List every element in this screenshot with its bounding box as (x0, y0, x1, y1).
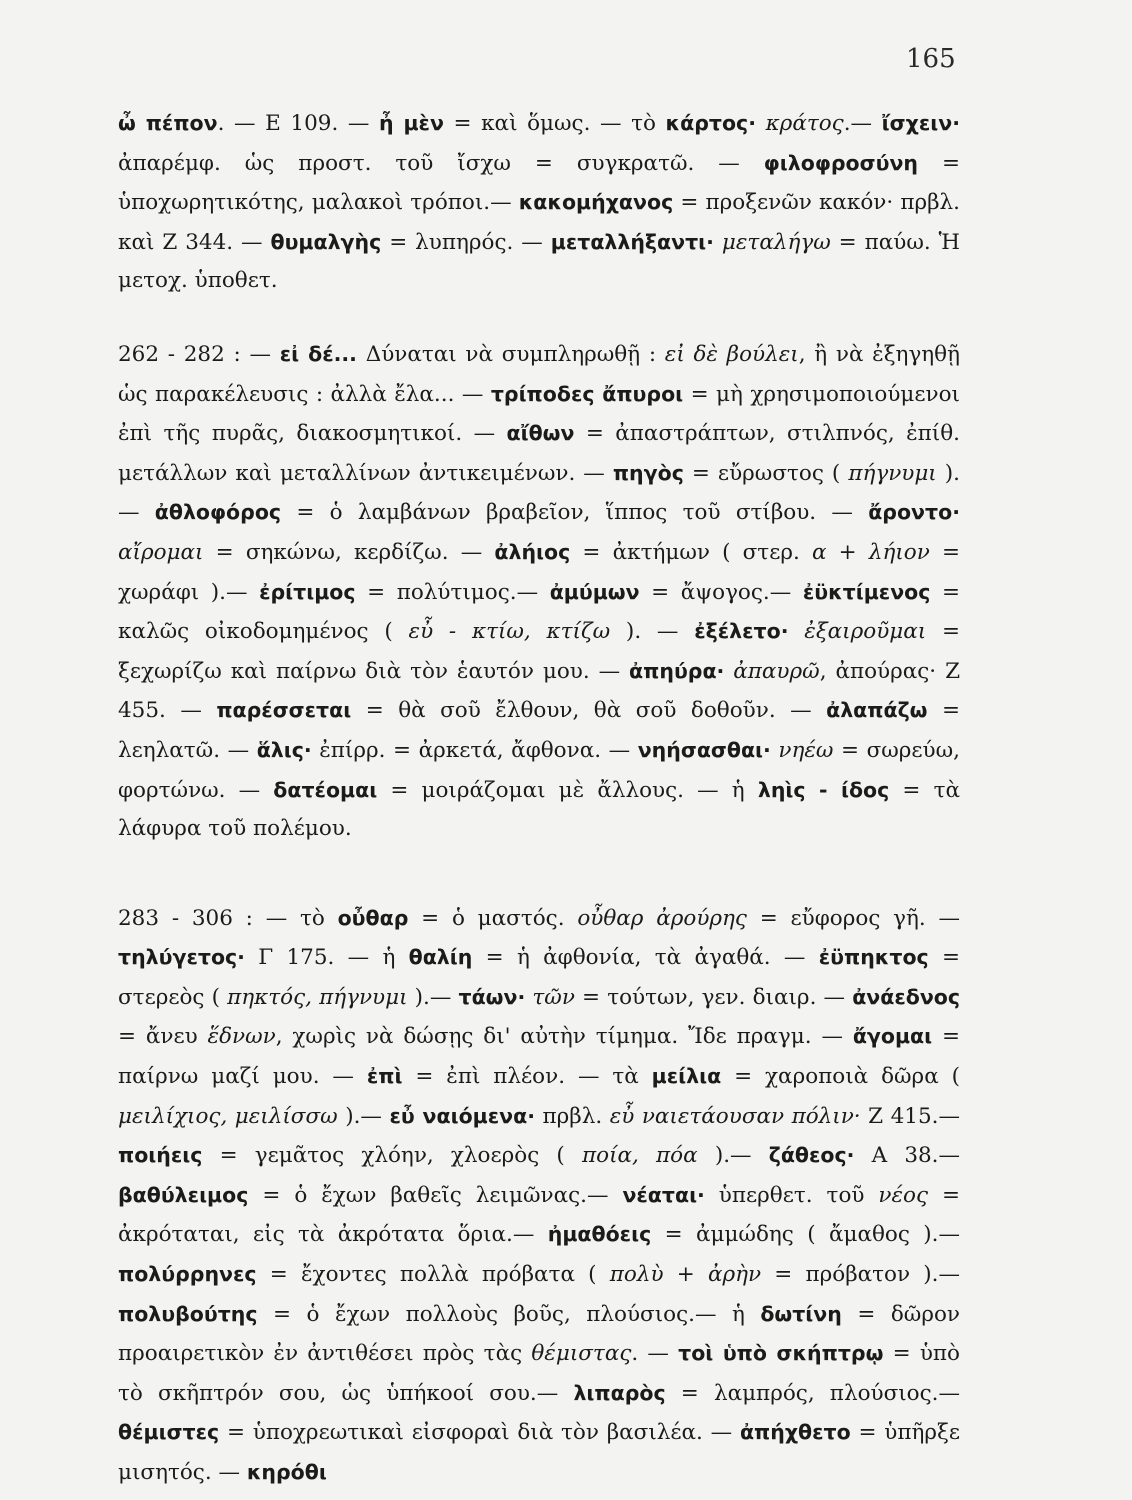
gloss-text: ).— (337, 1103, 390, 1129)
headword: νηήσασθαι· (637, 737, 771, 762)
gloss-text: = καλῶς οἰκοδομημένος ( (118, 579, 960, 645)
headword: οὖθαρ (337, 905, 409, 930)
gloss-text: = χαροποιὰ δῶρα ( (721, 1064, 961, 1090)
paragraph-block-3 (118, 899, 960, 1493)
headword: κακομήχανος (518, 190, 674, 215)
headword: εἰ δέ... (279, 341, 357, 366)
headword: ποιήεις (118, 1143, 203, 1168)
italic-citation: ἀπαυρῶ (724, 658, 820, 684)
italic-citation: θέμιστας (531, 1341, 632, 1367)
headword: ἀλαπάζω (826, 698, 928, 723)
gloss-text: = σωρεύω, φορτώνω. — (118, 737, 960, 803)
headword: ζάθεος· (768, 1143, 855, 1168)
gloss-text: 283 - 306 : — τὸ (118, 905, 338, 931)
headword: ἐϋπηκτος (818, 945, 929, 970)
gloss-text: = στερεὸς ( (118, 945, 960, 1010)
headword: κάρτος· (665, 111, 756, 135)
italic-citation: νέος (878, 1182, 929, 1208)
headword: ἐπὶ (366, 1064, 403, 1089)
headword: εὖ ναιόμενα· (389, 1103, 535, 1128)
italic-citation: πηκτός, πήγνυμι (227, 984, 408, 1010)
gloss-text: = ξεχωρίζω καὶ παίρνω διὰ τὸν ἑαυτόν μου. — (118, 619, 960, 684)
gloss-text: ). — (610, 619, 695, 645)
headword: ἀπήχθετο (739, 1420, 851, 1445)
gloss-text: = τὰ λάφυρα τοῦ πολέμου. (118, 777, 961, 842)
gloss-text: = ἄνευ (118, 1024, 208, 1050)
gloss-text: .— (843, 111, 882, 136)
gloss-text: = γεμᾶτος χλόην, χλοερὸς ( (202, 1143, 582, 1169)
gloss-text: ).— (697, 1143, 769, 1169)
headword: τρίποδες ἄπυροι (490, 381, 684, 406)
gloss-text: = τούτων, γεν. διαιρ. — (574, 984, 853, 1010)
gloss-text: = ἔχοντες πολλὰ πρόβατα ( (256, 1262, 610, 1288)
gloss-text: = εὔφορος γῆ. — (746, 905, 960, 931)
gloss-text: = πολύτιμος.— (355, 579, 550, 605)
headword: ἀμύμων (549, 579, 640, 604)
italic-citation: νηέω (770, 737, 834, 763)
headword: αἴθων (506, 421, 575, 446)
gloss-text: = ὑπὸ τὸ σκῆπτρόν σου, ὡς ὑπήκοοί σου.— (118, 1341, 960, 1406)
gloss-text: = ἀμμώδης ( ἄμαθος ).— (651, 1222, 960, 1248)
gloss-text: = λυπηρός. — (381, 229, 551, 255)
gloss-text: = λαμπρός, πλούσιος.— (665, 1380, 961, 1406)
italic-citation: εἰ δὲ βούλει (664, 341, 799, 367)
gloss-text: = ἐπὶ πλέον. — τὰ (402, 1064, 652, 1090)
headword: ληὶς - ίδος (757, 777, 890, 802)
headword: ἐξέλετο· (694, 619, 789, 644)
italic-citation: τῶν (525, 984, 575, 1010)
headword: νέαται· (622, 1182, 705, 1207)
gloss-text: , ἢ νὰ ἐξηγηθῇ ὡς παρακέλευσις : ἀλλὰ ἔλα... — (118, 341, 960, 407)
gloss-text: = ἄψογος.— (639, 579, 803, 605)
headword: ὦ πέπον (118, 111, 218, 135)
headword: ἀθλοφόρος (154, 500, 282, 525)
gloss-text: = ὑποχρεωτικαὶ εἰσφοραὶ διὰ τὸν βασιλέα. — (219, 1420, 740, 1446)
gloss-text: Γ 175. — ἡ (244, 945, 409, 971)
headword: ἀνάεδνος (852, 984, 961, 1009)
commentary-text (118, 104, 960, 1493)
gloss-text: = παύω. Ἡ μετοχ. ὑποθετ. (118, 229, 960, 294)
headword: λιπαρὸς (573, 1380, 666, 1405)
gloss-text: 262 - 282 : — (118, 341, 280, 367)
italic-citation: αἴρομαι (118, 539, 204, 565)
headword: τάων· (458, 984, 526, 1009)
headword: τοὶ ὑπὸ σκήπτρῳ (678, 1341, 884, 1366)
italic-citation: εὖ ναιετάουσαν πόλιν· (609, 1103, 861, 1129)
headword: πολύρρηνες (118, 1262, 257, 1287)
gloss-text: = λεηλατῶ. — (118, 698, 960, 763)
gloss-text: Ζ 415.— (860, 1103, 960, 1129)
headword: θέμιστες (118, 1420, 220, 1445)
headword: φιλοφροσύνη (763, 150, 919, 175)
gloss-text: = ὁ ἔχων βαθεῖς λειμῶνας.— (248, 1182, 623, 1208)
headword: πηγὸς (612, 460, 684, 485)
italic-citation: κράτος (755, 111, 844, 136)
gloss-text: = ἀκτήμων ( στερ. (570, 539, 812, 565)
gloss-text: . — Ε 109. — (217, 111, 379, 136)
gloss-text: = μοιράζομαι μὲ ἄλλους. — ἡ (377, 777, 758, 803)
headword: ἄγομαι (852, 1024, 933, 1049)
headword: ἐϋκτίμενος (802, 579, 931, 604)
headword: κηρόθι (246, 1460, 327, 1484)
gloss-text: = ὁ ἔχων πολλοὺς βοῦς, πλούσιος.— ἡ (257, 1301, 761, 1327)
italic-citation: εὖ - κτίω, κτίζω (408, 619, 611, 645)
headword: ἦ μὲν (378, 111, 444, 135)
italic-citation: ποία, πόα (582, 1143, 698, 1169)
headword: πολυβούτης (118, 1301, 258, 1326)
paragraph-block-1 (118, 104, 960, 301)
gloss-text: = παίρνω μαζί μου. — (118, 1024, 960, 1090)
gloss-text: . — (631, 1341, 679, 1367)
gloss-text: = ὑποχωρητικότης, μαλακοὶ τρόποι.— (118, 150, 960, 216)
headword: ἀπηύρα· (629, 658, 725, 683)
gloss-text: ).— (407, 984, 459, 1010)
italic-citation: πήγνυμι (848, 460, 937, 486)
italic-citation: ἕδνων (207, 1024, 276, 1050)
headword: δατέομαι (273, 777, 378, 802)
italic-citation: πολὺ + ἀρὴν (609, 1262, 762, 1288)
gloss-text: πρβλ. (534, 1103, 610, 1129)
italic-citation: οὖθαρ ἀρούρης (577, 905, 747, 931)
gloss-text: ὑπερθετ. τοῦ (704, 1182, 879, 1208)
headword: ἅλις· (256, 737, 312, 762)
headword: μείλια (651, 1064, 722, 1089)
headword: παρέσσεται (216, 698, 352, 723)
gloss-text: = σηκώνω, κερδίζω. — (203, 539, 495, 565)
gloss-text: = εὔρωστος ( (683, 460, 849, 486)
gloss-text: = προξενῶν κακόν· πρβλ. καὶ Ζ 344. — (118, 190, 960, 255)
headword: ἐρίτιμος (259, 579, 356, 604)
headword: ἠμαθόεις (547, 1222, 652, 1247)
gloss-text: = ὁ μαστός. (408, 905, 578, 931)
paragraph-block-2 (118, 335, 960, 849)
gloss-text: = ὑπῆρξε μισητός. — (118, 1420, 960, 1485)
headword: τηλύγετος· (118, 945, 245, 970)
headword: ἄροντο· (868, 500, 960, 525)
gloss-text: = δῶρον προαιρετικὸν ἐν ἀντιθέσει πρὸς τὰς (118, 1301, 960, 1367)
italic-citation: ἐξαιροῦμαι (788, 619, 927, 645)
gloss-text: = πρόβατον ).— (761, 1262, 960, 1288)
headword: δωτίνη (760, 1301, 842, 1326)
italic-citation: α + λήιον (811, 539, 930, 565)
italic-citation: μεταλήγω (713, 229, 831, 255)
gloss-text: ). — (118, 460, 960, 526)
gloss-text: = χωράφι ).— (118, 539, 960, 605)
gloss-text: = ὁ λαμβάνων βραβεῖον, ἵππος τοῦ στίβου. — (281, 500, 869, 526)
gloss-text: , χωρὶς νὰ δώσῃς δι' αὐτὴν τίμημα. Ἴδε πραγμ. — (275, 1024, 853, 1050)
gloss-text: , ἀπούρας· Ζ 455. — (118, 658, 961, 724)
gloss-text: Α 38.— (854, 1143, 961, 1169)
headword: ἀλήιος (494, 539, 571, 564)
headword: βαθύλειμος (118, 1182, 249, 1207)
gloss-text: = ἡ ἀφθονία, τὰ ἀγαθά. — (472, 945, 819, 971)
gloss-text: Δύναται νὰ συμπληρωθῇ : (356, 341, 665, 367)
gloss-text: ἀπαρέμφ. ὡς προστ. τοῦ ἴσχω = συγκρατῶ. — (118, 150, 764, 176)
headword: ἴσχειν· (881, 111, 960, 135)
gloss-text: = καὶ ὅμως. — τὸ (443, 111, 666, 136)
gloss-text: = θὰ σοῦ ἔλθουν, θὰ σοῦ δοθοῦν. — (351, 698, 827, 724)
page-number: 165 (906, 44, 956, 74)
gloss-text: = μὴ χρησιμοποιούμενοι ἐπὶ τῆς πυρᾶς, διακοσμητικοί. — (118, 381, 960, 447)
headword: μεταλλήξαντι· (550, 229, 714, 254)
headword: θυμαλγὴς (270, 229, 382, 254)
gloss-text: = ἀκρόταται, εἰς τὰ ἀκρότατα ὅρια.— (118, 1182, 960, 1248)
gloss-text: = ἀπαστράπτων, στιλπνός, ἐπίθ. μετάλλων καὶ μεταλλίνων ἀντικειμένων. — (118, 421, 960, 486)
gloss-text: ἐπίρρ. = ἀρκετά, ἄφθονα. — (311, 737, 638, 763)
headword: θαλίη (408, 945, 473, 970)
italic-citation: μειλίχιος, μειλίσσω (118, 1103, 338, 1129)
